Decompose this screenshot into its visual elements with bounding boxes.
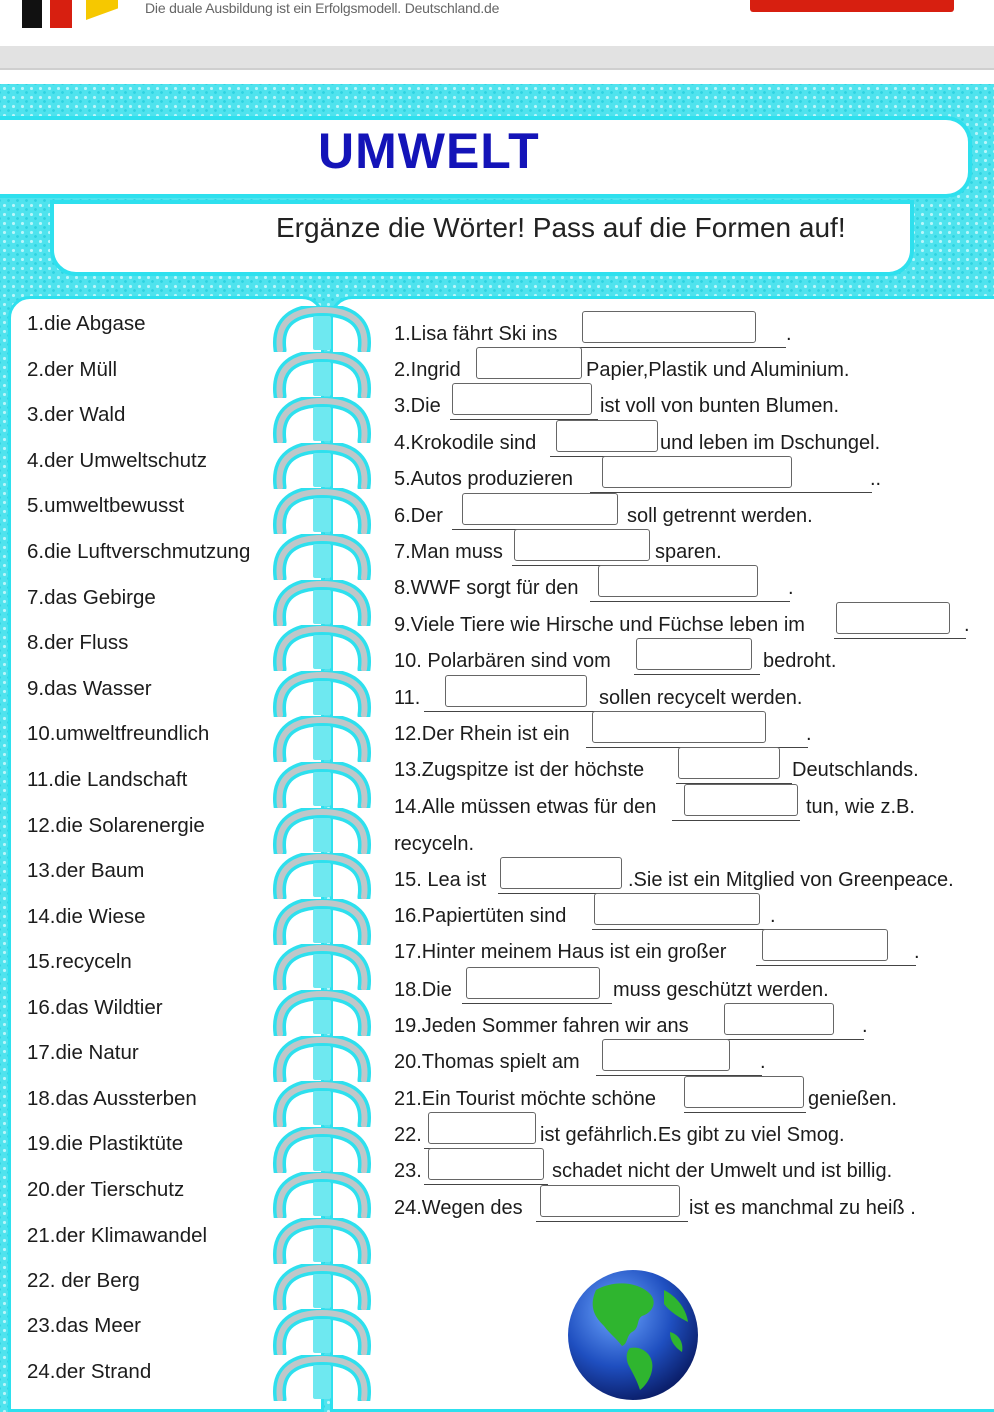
sentence-text: 15. Lea ist [394,869,487,891]
word-item: 10.umweltfreundlich [27,722,210,745]
spiral-binding-ring-icon [268,853,376,899]
spiral-binding-ring-icon [268,1355,376,1401]
sentence-text: 2.Ingrid [394,359,461,381]
answer-input-box[interactable] [724,1003,834,1037]
worksheet-instruction: Ergänze die Wörter! Pass auf die Formen auf! [276,212,846,243]
sentence-text-after: muss geschützt werden. [613,979,829,1001]
word-item: 19.die Plastiktüte [27,1132,184,1155]
word-item: 8.der Fluss [27,631,129,654]
answer-input-box[interactable] [514,529,650,563]
sentence-text-after: schadet nicht der Umwelt und ist billig. [552,1160,893,1182]
answer-input-box[interactable] [602,456,792,490]
spiral-binding-ring-icon [268,671,376,717]
answer-input-box[interactable] [598,565,758,599]
sentence-text: 11. [394,687,421,709]
sentence-text-after: Deutschlands. [792,759,919,781]
spiral-binding-ring-icon [268,1081,376,1127]
sentence-text: 19.Jeden Sommer fahren wir ans [394,1015,689,1037]
answer-input-box[interactable] [445,675,587,709]
answer-input-box[interactable] [540,1185,680,1219]
sentence-text: 18.Die [394,979,452,1001]
word-item: 14.die Wiese [27,905,146,928]
answer-input-box[interactable] [678,747,780,781]
word-item: 7.das Gebirge [27,586,156,609]
word-item: 21.der Klimawandel [27,1224,208,1247]
answer-input-box[interactable] [500,857,622,891]
spiral-binding-ring-icon [268,443,376,489]
spiral-binding-ring-icon [268,306,376,352]
word-item: 13.der Baum [27,859,145,882]
sentence-text-after: . [964,614,970,636]
spiral-binding-ring-icon [268,1127,376,1173]
answer-input-box[interactable] [636,638,752,672]
answer-input-box[interactable] [466,967,600,1001]
sentence-text: 12.Der Rhein ist ein [394,723,570,745]
spiral-binding-ring-icon [268,1218,376,1264]
sentence-text: 22. [394,1124,422,1146]
answer-input-box[interactable] [762,929,888,963]
spiral-binding-ring-icon [268,1036,376,1082]
sentence-text-after: genießen. [808,1088,897,1110]
answer-input-box[interactable] [476,347,582,381]
sentence-text-after: . [786,323,792,345]
sentence-text: 9.Viele Tiere wie Hirsche und Füchse leben im [394,614,805,636]
sentence-text-after: ist es manchmal zu heiß . [689,1197,916,1219]
sentence-text-after: Papier,Plastik und Aluminium. [586,359,850,381]
sentence-text: 21.Ein Tourist möchte schöne [394,1088,657,1110]
word-item: 22. der Berg [27,1269,140,1292]
answer-input-box[interactable] [594,893,760,927]
sentence-text-after: tun, wie z.B. [806,796,915,818]
word-item: 2.der Müll [27,358,118,381]
spiral-binding-ring-icon [268,1309,376,1355]
spiral-binding-ring-icon [268,808,376,854]
sentence-text-after: soll getrennt werden. [627,505,813,527]
sentence-text: 4.Krokodile sind [394,432,537,454]
spiral-binding-ring-icon [268,944,376,990]
sentence-text: 16.Papiertüten sind [394,905,567,927]
sentence-text: 5.Autos produzieren [394,468,574,490]
sentence-text-after: . [806,723,812,745]
sentence-text: 3.Die [394,395,441,417]
sentence-text-after: . [770,905,776,927]
sentence-text: 10. Polarbären sind vom [394,650,611,672]
answer-input-box[interactable] [462,493,618,527]
sentence-text-after: . [760,1051,766,1073]
sentence-text-after: ist gefährlich.Es gibt zu viel Smog. [540,1124,845,1146]
word-item: 6.die Luftverschmutzung [27,540,251,563]
earth-globe-icon [566,1268,700,1402]
spiral-binding-ring-icon [268,1264,376,1310]
sentence-text: 20.Thomas spielt am [394,1051,580,1073]
ad-divider [0,46,994,70]
spiral-binding-ring-icon [268,762,376,808]
spiral-binding-ring-icon [268,580,376,626]
answer-input-box[interactable] [592,711,766,745]
ad-banner[interactable] [0,0,994,46]
word-item: 23.das Meer [27,1314,141,1337]
sentence-text: recyceln. [394,833,475,855]
spiral-binding-ring-icon [268,625,376,671]
spiral-binding-ring-icon [268,397,376,443]
word-item: 4.der Umweltschutz [27,449,208,472]
sentence-text-after: und leben im Dschungel. [660,432,881,454]
word-item: 3.der Wald [27,403,126,426]
word-item: 15.recyceln [27,950,132,973]
sentence-text-after: bedroht. [763,650,837,672]
sentence-text: 17.Hinter meinem Haus ist ein großer [394,941,727,963]
word-item: 18.das Aussterben [27,1087,197,1110]
word-item: 1.die Abgase [27,312,146,335]
spiral-binding-ring-icon [268,1172,376,1218]
spiral-binding-ring-icon [268,352,376,398]
word-item: 20.der Tierschutz [27,1178,185,1201]
word-item: 17.die Natur [27,1041,139,1064]
spiral-binding-ring-icon [268,990,376,1036]
germany-flag-icon [22,0,98,28]
answer-input-box[interactable] [684,784,798,818]
sentence-text: 24.Wegen des [394,1197,523,1219]
spiral-binding-ring-icon [268,534,376,580]
sentence-text: 14.Alle müssen etwas für den [394,796,657,818]
answer-input-box[interactable] [428,1112,536,1146]
sentence-text-after: . [788,577,794,599]
sentence-text-after: .. [870,468,882,490]
sentence-text-after: . [914,941,920,963]
answer-input-box[interactable] [428,1148,544,1182]
word-item: 5.umweltbewusst [27,494,185,517]
answer-input-box[interactable] [452,383,592,417]
sentence-text-after: sparen. [655,541,722,563]
sentence-text-after: ist voll von bunten Blumen. [600,395,840,417]
ad-banner-button[interactable] [750,0,954,12]
spiral-binding-ring-icon [268,488,376,534]
sentence-text: 7.Man muss [394,541,503,563]
word-item: 11.die Landschaft [27,768,188,791]
sentence-text: 6.Der [394,505,443,527]
answer-input-box[interactable] [602,1039,730,1073]
sentence-text: 8.WWF sorgt für den [394,577,579,599]
sentence-text-after: . [862,1015,868,1037]
sentence-text: 23. [394,1160,422,1182]
answer-input-box[interactable] [836,602,950,636]
sentence-text: 13.Zugspitze ist der höchste [394,759,645,781]
word-item: 12.die Solarenergie [27,814,205,837]
word-item: 24.der Strand [27,1360,152,1383]
worksheet-title: UMWELT [318,123,540,179]
spiral-binding-ring-icon [268,716,376,762]
sentence-text-after: .Sie ist ein Mitglied von Greenpeace. [628,869,954,891]
answer-input-box[interactable] [582,311,756,345]
answer-input-box[interactable] [684,1076,804,1110]
ad-banner-text[interactable]: Die duale Ausbildung ist ein Erfolgsmodell. Deutschland.de [145,0,500,16]
answer-input-box[interactable] [556,420,658,454]
sentence-text: 1.Lisa fährt Ski ins [394,323,558,345]
word-item: 16.das Wildtier [27,996,163,1019]
word-item: 9.das Wasser [27,677,152,700]
sentence-text-after: sollen recycelt werden. [599,687,803,709]
spiral-binding-ring-icon [268,899,376,945]
